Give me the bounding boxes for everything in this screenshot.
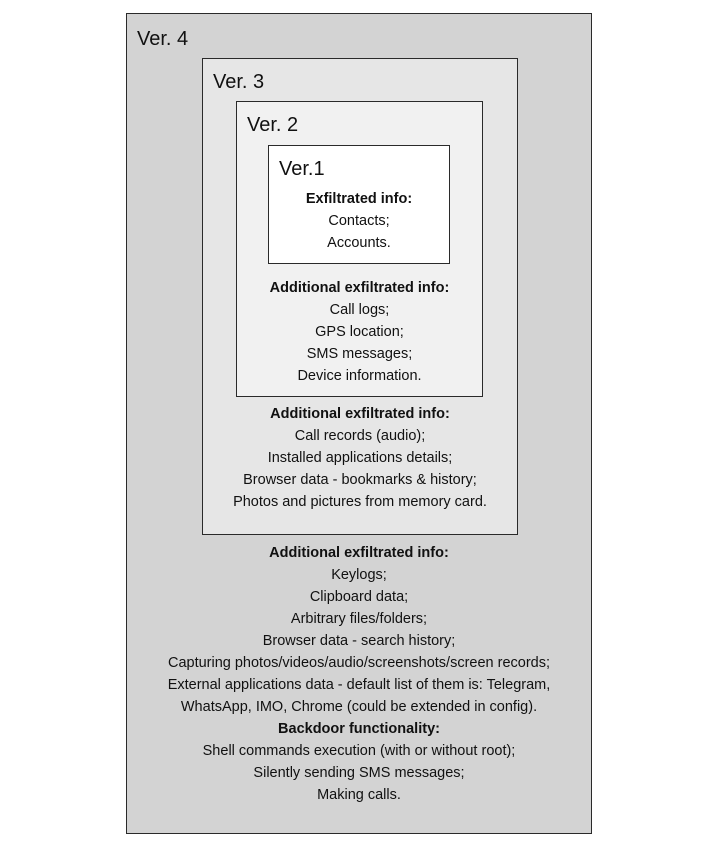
- ver4-heading-backdoor: Backdoor functionality:: [278, 721, 440, 737]
- ver3-item: Call records (audio);: [294, 428, 426, 444]
- ver3-item: Photos and pictures from memory card.: [233, 494, 487, 510]
- ver2-label: Ver. 2: [247, 114, 299, 136]
- ver4-item: External applications data - default list of them is: Telegram,: [167, 677, 551, 693]
- ver3-text: [203, 403, 517, 513]
- ver2-item: Device information.: [297, 368, 422, 384]
- ver4-heading: Additional exfiltrated info:: [269, 545, 449, 561]
- ver4-item: Browser data - search history;: [262, 633, 456, 649]
- ver1-label: Ver.1: [279, 158, 325, 180]
- ver1-heading: Exfiltrated info:: [305, 191, 413, 207]
- ver3-label: Ver. 3: [213, 71, 265, 93]
- ver4-item: Arbitrary files/folders;: [290, 611, 428, 627]
- ver4-text: [127, 542, 591, 806]
- ver1-item: Contacts;: [328, 213, 390, 229]
- ver4-item: Keylogs;: [331, 567, 387, 583]
- ver4-backdoor-item: Shell commands execution (with or without root);: [202, 743, 516, 759]
- ver4-item: Capturing photos/videos/audio/screenshots/screen records;: [167, 655, 551, 671]
- ver4-item: Clipboard data;: [309, 589, 409, 605]
- ver2-item: GPS location;: [315, 324, 404, 340]
- ver1-box: [268, 145, 450, 264]
- ver2-text: [237, 277, 482, 387]
- ver2-item: SMS messages;: [306, 346, 413, 362]
- ver4-item: WhatsApp, IMO, Chrome (could be extended in config).: [180, 699, 538, 715]
- ver1-item: Accounts.: [327, 235, 391, 251]
- ver3-item: Browser data - bookmarks & history;: [243, 472, 477, 488]
- ver4-backdoor-item: Silently sending SMS messages;: [253, 765, 465, 781]
- ver3-heading: Additional exfiltrated info:: [270, 406, 450, 422]
- ver4-label: Ver. 4: [137, 28, 189, 50]
- ver1-text: [269, 188, 449, 254]
- ver2-heading: Additional exfiltrated info:: [269, 280, 450, 296]
- ver3-item: Installed applications details;: [267, 450, 453, 466]
- ver4-backdoor-item: Making calls.: [317, 787, 401, 803]
- ver2-item: Call logs;: [329, 302, 390, 318]
